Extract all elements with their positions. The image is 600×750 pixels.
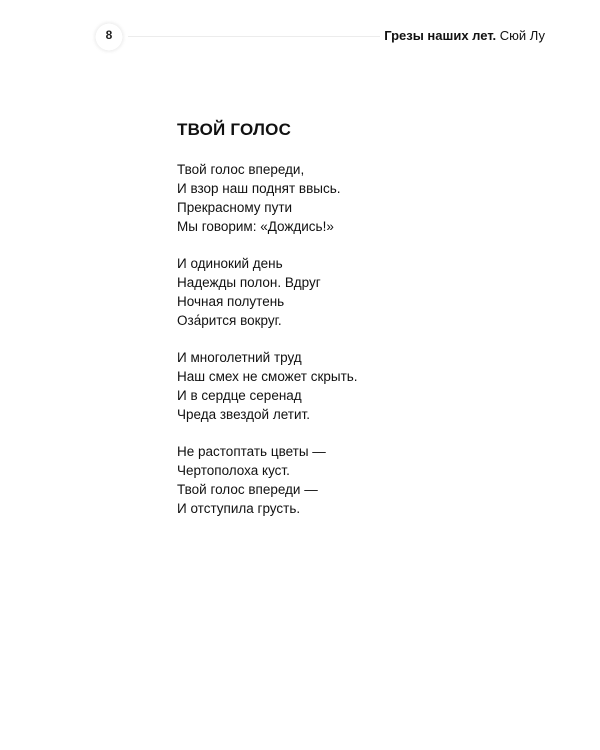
- running-head-author: Сюй Лу: [499, 28, 545, 43]
- page-number: 8: [105, 28, 113, 42]
- poem-line: И в сердце серенад: [177, 388, 302, 403]
- poem: [177, 120, 507, 536]
- poem-line: Надежды полон. Вдруг: [177, 275, 321, 290]
- poem-line: И одинокий день: [177, 256, 283, 271]
- header-rule: [128, 36, 380, 37]
- page-header: [0, 0, 600, 70]
- poem-line: И отступила грусть.: [177, 501, 301, 516]
- stanza-4: [177, 442, 507, 518]
- poem-line: И многолетний труд: [177, 350, 302, 365]
- poem-line: Твой голос впереди,: [177, 162, 305, 177]
- poem-line: Прекрасному пути: [177, 200, 293, 215]
- poem-line: И взор наш поднят ввысь.: [177, 181, 341, 196]
- running-head-book-title: Грезы наших лет.: [384, 28, 497, 43]
- poem-line: Оза́рится вокруг.: [177, 313, 282, 328]
- poem-line: Твой голос впереди —: [177, 482, 318, 497]
- poem-line: Чреда звездой летит.: [177, 407, 310, 422]
- poem-line: Наш смех не сможет скрыть.: [177, 369, 358, 384]
- poem-line: Не растоптать цветы —: [177, 444, 326, 459]
- stanza-1: [177, 160, 507, 236]
- running-head: [384, 28, 545, 43]
- poem-title: ТВОЙ ГОЛОС: [177, 120, 292, 139]
- poem-line: Ночная полутень: [177, 294, 285, 309]
- stanza-2: [177, 254, 507, 330]
- stanza-3: [177, 348, 507, 424]
- poem-line: Мы говорим: «Дождись!»: [177, 219, 334, 234]
- poem-line: Чертополоха куст.: [177, 463, 290, 478]
